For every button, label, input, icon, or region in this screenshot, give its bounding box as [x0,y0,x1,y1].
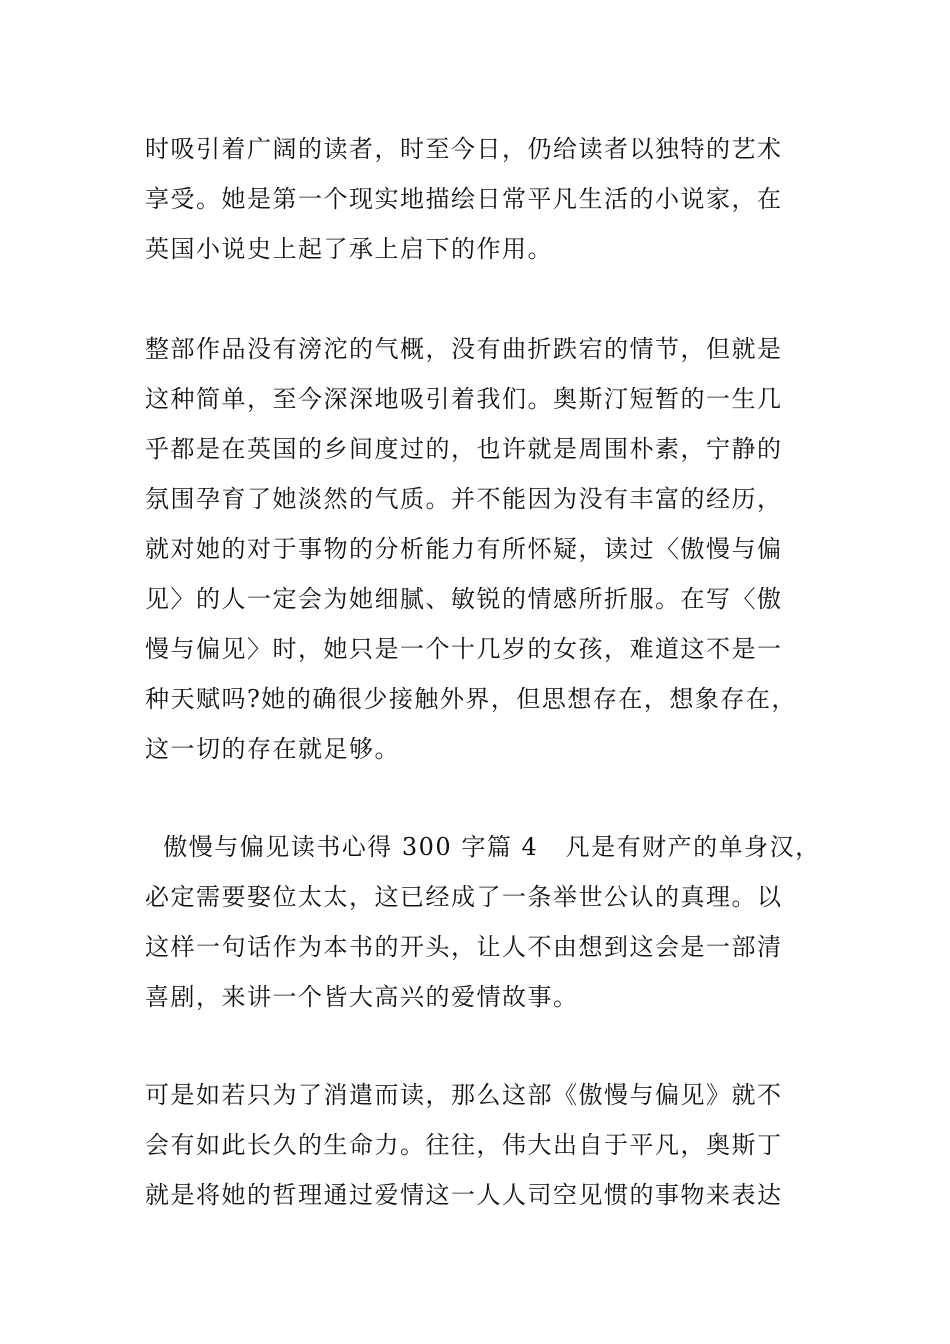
paragraph-line: 就是将她的哲理通过爱情这一人人司空见惯的事物来表达 [145,1181,783,1209]
paragraph-line: 享受。她是第一个现实地描绘日常平凡生活的小说家，在 [145,185,783,213]
paragraph-line: 氛围孕育了她淡然的气质。并不能因为没有丰富的经历， [145,485,783,513]
paragraph-line: 时吸引着广阔的读者，时至今日，仍给读者以独特的艺术 [145,135,783,163]
paragraph-line: 喜剧，来讲一个皆大高兴的爱情故事。 [145,983,579,1011]
paragraph-2 [145,324,810,774]
paragraph-line: 乎都是在英国的乡间度过的，也许就是周围朴素，宁静的 [145,435,783,463]
paragraph-line: 这样一句话作为本书的开头，让人不由想到这会是一部清 [145,933,783,961]
paragraph-line: 就对她的对于事物的分析能力有所怀疑，读过〈傲慢与偏 [145,535,783,563]
paragraph-line: 见〉的人一定会为她细腻、敏锐的情感所折服。在写〈傲 [145,585,783,613]
paragraph-line: 慢与偏见〉时，她只是一个十几岁的女孩，难道这不是一 [145,635,783,663]
paragraph-line: 可是如若只为了消遣而读，那么这部《傲慢与偏见》就不 [145,1081,783,1109]
paragraph-line: 会有如此长久的生命力。往往，伟大出自于平凡，奥斯丁 [145,1131,783,1159]
paragraph-line: 这一切的存在就足够。 [145,735,400,763]
paragraph-line: 必定需要娶位太太，这已经成了一条举世公认的真理。以 [145,883,783,911]
paragraph-line: 英国小说史上起了承上启下的作用。 [145,235,553,263]
paragraph-line: 种天赋吗?她的确很少接触外界，但思想存在，想象存在， [145,685,797,713]
paragraph-line: 这种简单，至今深深地吸引着我们。奥斯汀短暂的一生几 [145,385,783,413]
paragraph-line: 傲慢与偏见读书心得 300 字篇 4 凡是有财产的单身汉， [145,833,821,861]
paragraph-1 [145,124,810,274]
paragraph-3 [145,822,821,1022]
paragraph-4 [145,1070,810,1220]
paragraph-line: 整部作品没有滂沱的气概，没有曲折跌宕的情节，但就是 [145,335,783,363]
